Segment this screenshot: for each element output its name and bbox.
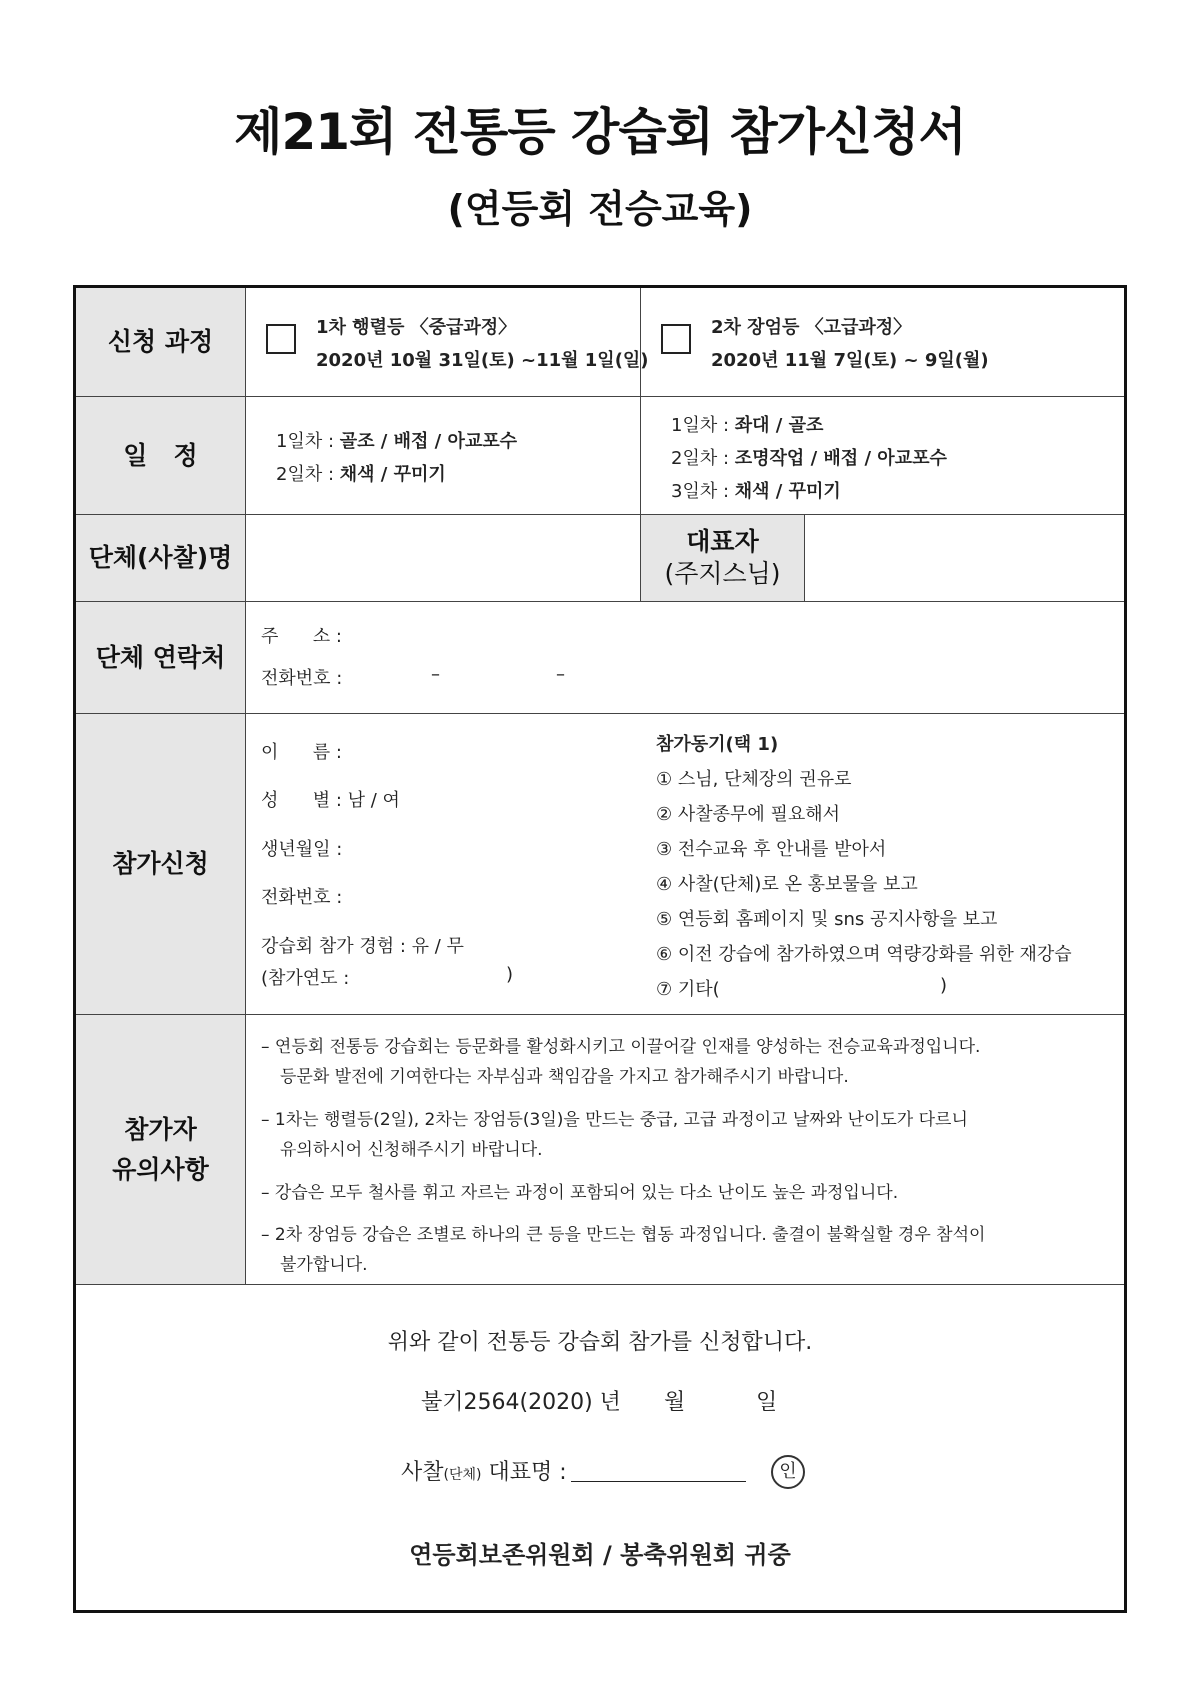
schedule-2-day-2-items: 조명작업 / 배접 / 아교포수 — [734, 448, 947, 469]
course-label — [76, 288, 246, 397]
schedule-2-day-2 — [671, 444, 947, 470]
year-field-close: ) — [506, 964, 514, 985]
note-line-5: – 강습은 모두 철사를 휘고 자르는 과정이 포함되어 있는 다소 난이도 높은 과정입니다. — [261, 1183, 899, 1203]
representative-label-text: 대표자 — [686, 526, 759, 556]
date-year: 불기2564(2020) 년 — [421, 1390, 621, 1415]
group-name-label — [76, 515, 246, 602]
notes-content — [246, 1015, 1124, 1285]
schedule-label — [76, 397, 246, 515]
contact-label-text: 단체 연락처 — [95, 642, 226, 672]
course-option-2-checkbox[interactable] — [661, 324, 691, 354]
declaration-section — [76, 1285, 1124, 1610]
gender-field[interactable]: 성 별 : 남 / 여 — [261, 790, 400, 811]
signature-line[interactable] — [571, 1481, 746, 1482]
representative-field[interactable] — [805, 515, 1124, 602]
group-name-field[interactable] — [246, 515, 641, 602]
year-field[interactable]: (참가연도 : — [261, 968, 350, 989]
note-line-3: – 1차는 행렬등(2일), 2차는 장엄등(3일)을 만드는 중급, 고급 과정이고 날짜와 난이도가 다르니 — [261, 1110, 968, 1130]
group-name-label-text: 단체(사찰)명 — [88, 543, 233, 572]
experience-field[interactable]: 강습회 참가 경험 : 유 / 무 — [261, 936, 464, 957]
representative-label — [641, 515, 805, 602]
schedule-label-text: 일 정 — [123, 440, 198, 470]
schedule-1-day-1-items: 골조 / 배접 / 아교포수 — [339, 431, 518, 452]
representative-signature-label — [401, 1455, 567, 1486]
motive-option-4[interactable]: ④ 사찰(단체)로 온 홍보물을 보고 — [656, 874, 918, 895]
apply-label-text: 참가신청 — [112, 849, 209, 878]
notes-label — [76, 1015, 246, 1285]
phone-dash-1: – — [431, 664, 440, 685]
phone-field[interactable]: 전화번호 : — [261, 668, 343, 689]
course-label-text: 신청 과정 — [107, 327, 214, 356]
notes-label-line-2: 유의사항 — [112, 1154, 209, 1184]
course-option-2[interactable] — [641, 288, 1124, 397]
motive-option-2[interactable]: ② 사찰종무에 필요해서 — [656, 804, 841, 825]
application-form — [73, 285, 1127, 1613]
apply-label — [76, 714, 246, 1015]
name-field[interactable]: 이 름 : — [261, 742, 342, 763]
schedule-2-day-3-label: 3일차 : — [671, 481, 735, 502]
course-option-1-date: 2020년 10월 31일(토) ~11월 1일(일) — [316, 350, 649, 371]
rep-prefix: 사찰 — [401, 1460, 444, 1485]
course-option-2-date: 2020년 11월 7일(토) ~ 9일(월) — [711, 350, 989, 371]
page-title: 제21회 전통등 강습회 참가신청서 — [234, 103, 966, 161]
schedule-course-2 — [641, 397, 1124, 515]
apply-phone-field[interactable]: 전화번호 : — [261, 887, 343, 908]
page-subtitle: (연등회 전승교육) — [447, 187, 753, 231]
date-month: 월 — [664, 1390, 686, 1415]
motive-option-7[interactable]: ⑦ 기타( — [656, 979, 720, 1000]
schedule-2-day-1-label: 1일차 : — [671, 415, 735, 436]
motive-title: 참가동기(택 1) — [656, 734, 779, 755]
motive-option-3[interactable]: ③ 전수교육 후 안내를 받아서 — [656, 839, 887, 860]
motive-option-7-close: ) — [940, 975, 948, 996]
course-option-1-checkbox[interactable] — [266, 324, 296, 354]
birth-field[interactable]: 생년월일 : — [261, 839, 343, 860]
representative-label-sub: (주지스님) — [664, 559, 781, 588]
schedule-course-1 — [246, 397, 641, 515]
motive-option-6[interactable]: ⑥ 이전 강습에 참가하였으며 역량강화를 위한 재강습 — [656, 944, 1072, 965]
schedule-1-day-1-label: 1일차 : — [276, 431, 340, 452]
schedule-2-day-1-items: 좌대 / 골조 — [734, 415, 824, 436]
schedule-1-day-2-label: 2일차 : — [276, 464, 340, 485]
schedule-2-day-1 — [671, 411, 823, 437]
note-line-6: – 2차 장엄등 강습은 조별로 하나의 큰 등을 만드는 협동 과정입니다. 출결이 불확실할 경우 참석이 — [261, 1225, 986, 1245]
schedule-2-day-2-label: 2일차 : — [671, 448, 735, 469]
rep-suffix: 대표명 : — [481, 1460, 567, 1485]
note-line-2: 등문화 발전에 기여한다는 자부심과 책임감을 가지고 참가해주시기 바랍니다. — [280, 1067, 849, 1087]
address-field[interactable]: 주 소 : — [261, 626, 342, 647]
course-option-1-name: 1차 행렬등 〈중급과정〉 — [316, 317, 517, 338]
note-line-4: 유의하시어 신청해주시기 바랍니다. — [280, 1140, 543, 1160]
motive-option-1[interactable]: ① 스님, 단체장의 권유로 — [656, 769, 852, 790]
schedule-1-day-2 — [276, 460, 446, 486]
schedule-1-day-1 — [276, 427, 517, 453]
course-option-1[interactable] — [246, 288, 649, 397]
schedule-2-day-3-items: 채색 / 꾸미기 — [734, 481, 841, 502]
rep-small: (단체) — [443, 1467, 482, 1483]
contact-label — [76, 602, 246, 714]
apply-fields — [246, 714, 1124, 1015]
schedule-2-day-3 — [671, 477, 841, 503]
course-option-2-name: 2차 장엄등 〈고급과정〉 — [711, 317, 912, 338]
seal-mark: 인 — [771, 1455, 805, 1489]
contact-fields — [246, 602, 1124, 714]
declaration-text: 위와 같이 전통등 강습회 참가를 신청합니다. — [387, 1330, 813, 1355]
motive-option-5[interactable]: ⑤ 연등회 홈페이지 및 sns 공지사항을 보고 — [656, 909, 998, 930]
organization-name: 연등회보존위원회 / 봉축위원회 귀중 — [409, 1541, 791, 1569]
notes-label-line-1: 참가자 — [124, 1114, 197, 1144]
note-line-1: – 연등회 전통등 강습회는 등문화를 활성화시키고 이끌어갈 인재를 양성하는 전승교육과정입니다. — [261, 1037, 981, 1057]
schedule-1-day-2-items: 채색 / 꾸미기 — [339, 464, 446, 485]
phone-dash-2: – — [556, 664, 565, 685]
date-day: 일 — [756, 1390, 778, 1415]
note-line-7: 불가합니다. — [280, 1255, 368, 1275]
